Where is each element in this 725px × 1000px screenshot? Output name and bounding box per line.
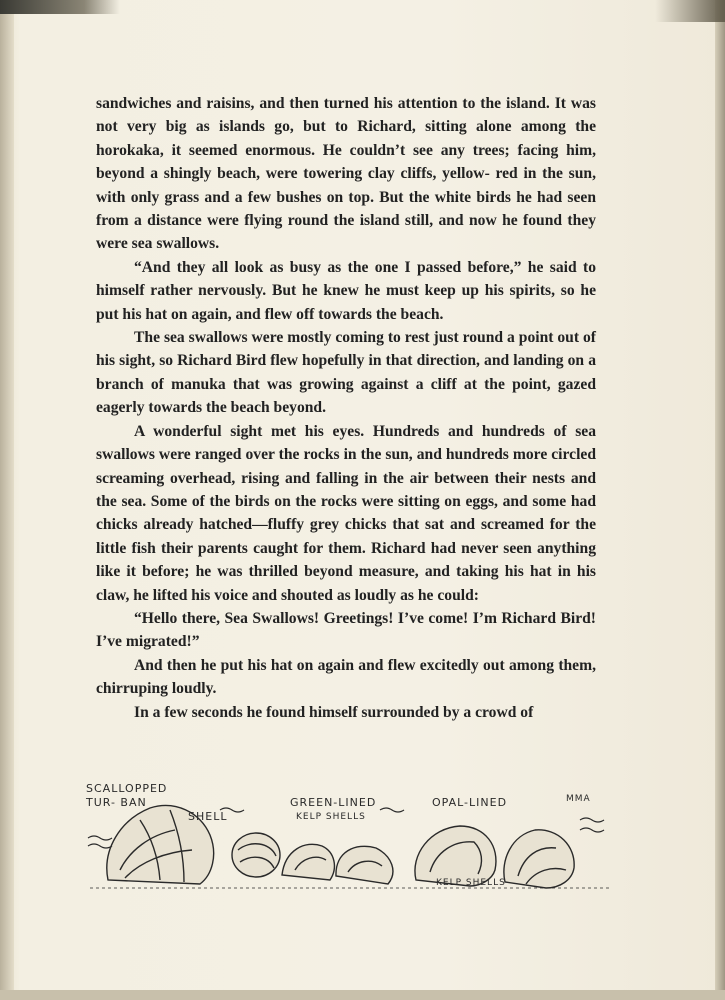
label-scalloped: SCALLOPPED [86, 782, 168, 795]
paragraph: In a few seconds he found himself surrounded by a crowd of [134, 703, 534, 721]
artist-signature: MMA [566, 794, 591, 804]
page-bottom-edge [0, 990, 725, 1000]
label-green-lined: GREEN-LINED [290, 796, 377, 809]
paragraph: The sea swallows were mostly coming to rest just round a point out of his sight, so Richard Bird flew hopefully in that direction, and landing on a branch of manuka that was growing against a cliff at the point, gazed eagerly towards the beach beyond. [96, 329, 596, 417]
kelp-shell [504, 830, 574, 888]
label-opal-lined: OPAL-LINED [432, 796, 508, 809]
label-kelp-shells: KELP SHELLS [296, 812, 366, 822]
green-lined-kelp-shell [336, 846, 393, 884]
page-edge [715, 0, 725, 1000]
body-text [96, 92, 596, 724]
label-shell: SHELL [188, 810, 228, 823]
paragraph: “Hello there, Sea Swallows! Greetings! I’ve come! I’m Richard Bird! I’ve migrated!” [96, 609, 596, 651]
round-shell [232, 833, 280, 877]
opal-lined-kelp-shell [415, 826, 496, 886]
shell-illustration [80, 780, 620, 900]
paragraph: And then he put his hat on again and flew excitedly out among them, chirruping loudly. [96, 656, 596, 698]
paragraph: A wonderful sight met his eyes. Hundreds and hundreds of sea swallows were ranged over the rocks in the sun, and hundreds more circled screaming overhead, rising and falling in the air between their nests and the sea. Some of the birds on the rocks were sitting on eggs, and some had chicks already hatched—fluffy grey chicks that sat and screamed for the little fish their parents caught for them. Richard had never seen anything like it before; he was thrilled beyond measure, and taking his hat in his claw, he lifted his voice and shouted as loudly as he could: [96, 422, 596, 604]
paragraph: “And they all look as busy as the one I passed before,” he said to himself rather nervously. But he knew he must keep up his spirits, so he put his hat on again, and flew off towards the beach. [96, 258, 596, 323]
paragraph: sandwiches and raisins, and then turned his attention to the island. It was not very big as islands go, but to Richard, sitting alone among the horokaka, it seemed enormous. He couldn’t see any trees; facing him, beyond a shingly beach, were towering clay cliffs, yellow- red in the sun, with only grass and a few bushes on top. But the white birds he had seen from a distance were flying round the island still, and now he found they were sea swallows. [96, 95, 596, 253]
corner-shadow [655, 0, 725, 22]
page-gutter [0, 0, 14, 1000]
binding-shadow [0, 0, 120, 14]
label-turban: TUR- BAN [86, 796, 147, 809]
label-kelp-shells-bottom: KELP SHELLS [436, 878, 506, 888]
green-lined-kelp-shell [282, 844, 334, 880]
